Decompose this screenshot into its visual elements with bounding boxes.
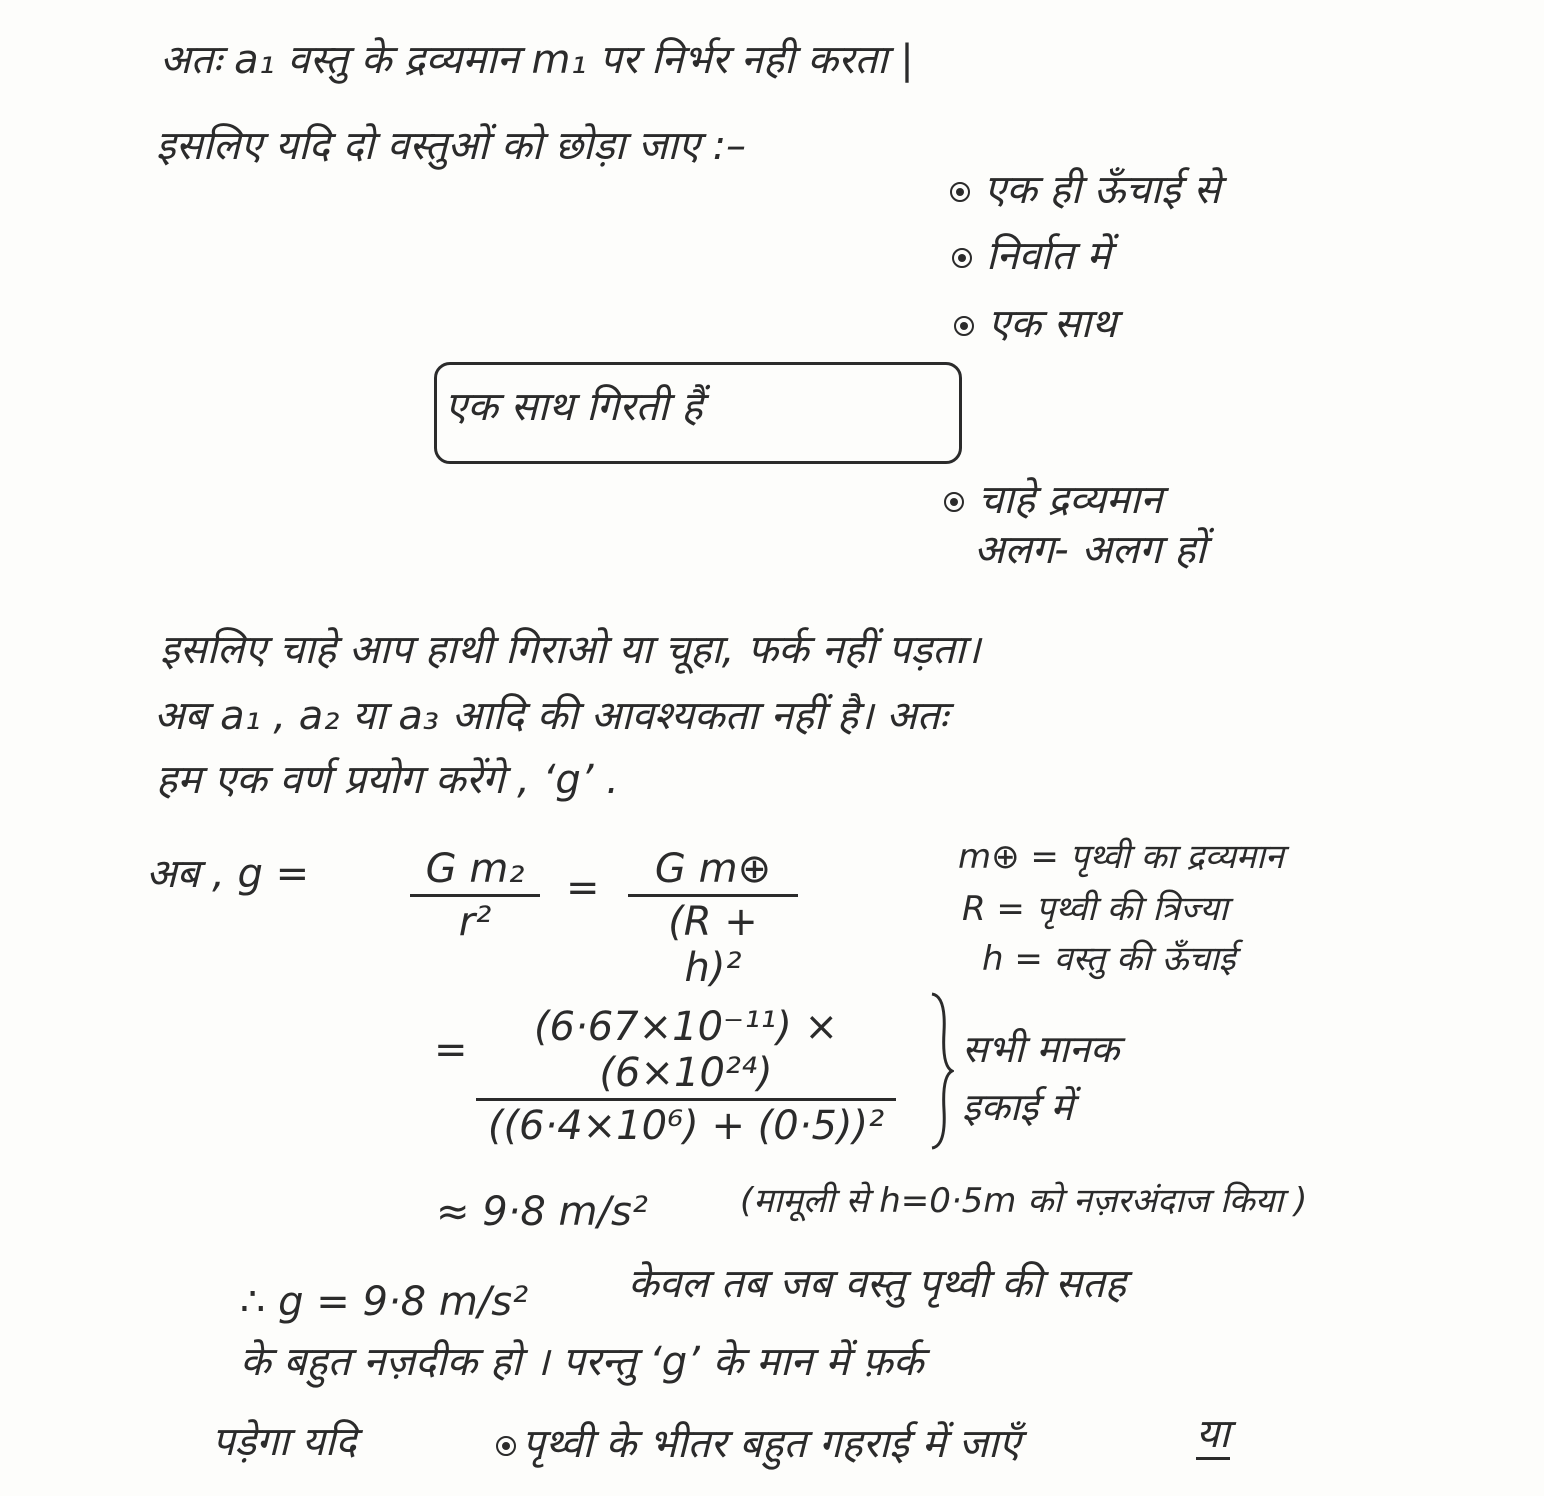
bullet-together (954, 294, 1117, 349)
boxed-conclusion (434, 362, 962, 464)
bullet-text: एक साथ (988, 301, 1117, 347)
or-underlined: या (1196, 1411, 1230, 1460)
fraction-numerator: (6·67×10⁻¹¹) × (6×10²⁴) (533, 1004, 839, 1096)
line-if-two-objects-dropped: इसलिए यदि दो वस्तुओं को छोड़ा जाए :– (156, 123, 747, 169)
fraction-g-mearth-over-r-plus-h (628, 846, 798, 991)
right-brace (928, 992, 954, 1150)
fraction-bar (476, 1098, 896, 1101)
bullet-dot-icon (496, 1436, 516, 1456)
bullet-text: निर्वात में (986, 233, 1111, 279)
bullet-vacuum (952, 226, 1111, 281)
bullet-dot-icon (952, 248, 972, 268)
legend-earth-mass: m⊕ = पृथ्वी का द्रव्यमान (958, 837, 1284, 877)
conclusion-line2: के बहुत नज़दीक हो । परन्तु ‘g’ के मान में फ़र्क (240, 1339, 924, 1385)
bullet-dot-icon (954, 316, 974, 336)
bullet-text: एक ही ऊँचाई से (984, 167, 1221, 213)
units-note-line2: इकाई में (962, 1085, 1074, 1129)
bullet-dot-icon (944, 492, 964, 512)
line-elephant-or-mouse: इसलिए चाहे आप हाथी गिराओ या चूहा, फर्क नहीं पड़ता। (160, 627, 981, 673)
line-no-need-a1-a2: अब a₁ , a₂ या a₃ आदि की आवश्यकता नहीं है। अतः (154, 693, 948, 739)
legend-object-height: h = वस्तु की ऊँचाई (982, 939, 1236, 979)
formula-approx-result: ≈ 9·8 m/s² (436, 1189, 648, 1235)
fraction-denominator: (R + h)² (668, 899, 758, 991)
conclusion-line3: पड़ेगा यदि (212, 1419, 357, 1465)
fraction-numeric-substitution (476, 1004, 896, 1149)
fraction-denominator: ((6·4×10⁶) + (0·5))² (487, 1103, 885, 1149)
fraction-bar (410, 894, 540, 897)
formula-lhs: अब , g = (146, 851, 310, 897)
bullet-any-mass (944, 470, 1162, 525)
line-use-symbol-g: हम एक वर्ण प्रयोग करेंगे , ‘g’ . (156, 757, 619, 803)
conclusion-line1: केवल तब जब वस्तु पृथ्वी की सतह (628, 1261, 1127, 1307)
bullet-text: चाहे द्रव्यमान (978, 477, 1163, 523)
formula-equals: = (566, 865, 600, 911)
conclusion-symbol: ∴ g = 9·8 m/s² (240, 1279, 529, 1325)
bullet-same-height (950, 160, 1220, 215)
fraction-denominator: r² (458, 899, 492, 945)
fraction-numerator: G m⊕ (654, 846, 772, 892)
bullet-text: पृथ्वी के भीतर बहुत गहराई में जाएँ (522, 1421, 1021, 1467)
formula-approx-note: (मामूली से h=0·5m को नज़रअंदाज किया ) (740, 1181, 1308, 1221)
fraction-bar (628, 894, 798, 897)
formula-equals-2: = (434, 1027, 468, 1073)
fraction-numerator: G m₂ (425, 846, 525, 892)
legend-earth-radius: R = पृथ्वी की त्रिज्या (962, 889, 1228, 929)
conclusion-or (1196, 1412, 1230, 1456)
boxed-text: एक साथ गिरती हैं (445, 384, 703, 430)
line-mass-independence: अतः a₁ वस्तु के द्रव्यमान m₁ पर निर्भर नही करता | (160, 37, 914, 83)
bullet-deep-inside-earth (496, 1414, 1021, 1469)
bullet-dot-icon (950, 182, 970, 202)
units-note-line1: सभी मानक (962, 1027, 1120, 1071)
fraction-g-m2-over-r2 (410, 846, 540, 945)
bullet-any-mass-cont: अलग- अलग हों (974, 527, 1206, 573)
